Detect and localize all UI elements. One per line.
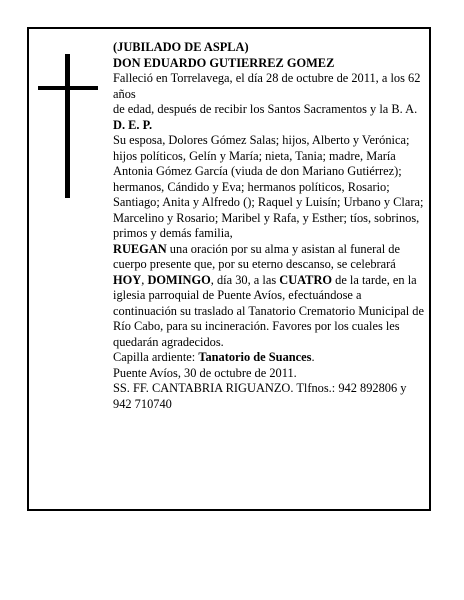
obituary-text (113, 40, 425, 412)
chapel-end: . (311, 350, 315, 364)
chapel-label: Capilla ardiente: (113, 350, 199, 364)
funeral-request (113, 242, 425, 351)
cross-icon (38, 54, 98, 198)
request-text-1: una oración por su alma y asistan al funeral de cuerpo presente que, por su eterno descanso, se celebrará (113, 241, 400, 271)
sacraments-line: de edad, después de recibir los Santos Sacramentos y la B. A. (113, 102, 418, 116)
cross-horizontal-bar (38, 86, 98, 90)
cross-vertical-bar (65, 54, 70, 198)
request-text-2: , día 30, a las (210, 272, 280, 287)
death-announcement: Falleció en Torrelavega, el día 28 de octubre de 2011, a los 62 años (113, 71, 421, 101)
funeral-home-line: SS. FF. CANTABRIA RIGUANZO. Tlfnos.: 942 892806 y 942 710740 (113, 381, 407, 411)
hoy-word: HOY (113, 272, 142, 287)
ruegan-word: RUEGAN (113, 241, 167, 256)
place-date-line: Puente Avíos, 30 de octubre de 2011. (113, 365, 297, 380)
affiliation-line: (JUBILADO DE ASPLA) (113, 40, 249, 54)
cuatro-word: CUATRO (279, 272, 333, 287)
domingo-word: DOMINGO (147, 272, 211, 287)
request-text-3: de la tarde, en la iglesia parroquial de Puente Avíos, efectuándose a continuación su traslado al Tanatorio Crematorio Municipal de Río Cabo, para su incineración. Favores por los cuales les quedarán agradecidos. (113, 272, 424, 349)
family-list: Su esposa, Dolores Gómez Salas; hijos, Alberto y Verónica; hijos políticos, Gelín y María; nieta, Tania; madre, María Antonia Gómez García (viuda de don Mariano Gutiérrez); hermanos, Cándido y Eva; hermanos políticos, Rosario; Santiago; Anita y Alfredo (); Raquel y Luisín; Urbano y Clara; Marcelino y Rosario; Maribel y Rafa, y Esther; tíos, sobrinos, primos y demás familia, (113, 133, 424, 240)
dep-line: D. E. P. (113, 117, 153, 132)
chapel-line (113, 350, 425, 366)
request-separator: , (141, 272, 148, 287)
chapel-name: Tanatorio de Suances (198, 350, 312, 364)
deceased-name: DON EDUARDO GUTIERREZ GOMEZ (113, 55, 335, 70)
